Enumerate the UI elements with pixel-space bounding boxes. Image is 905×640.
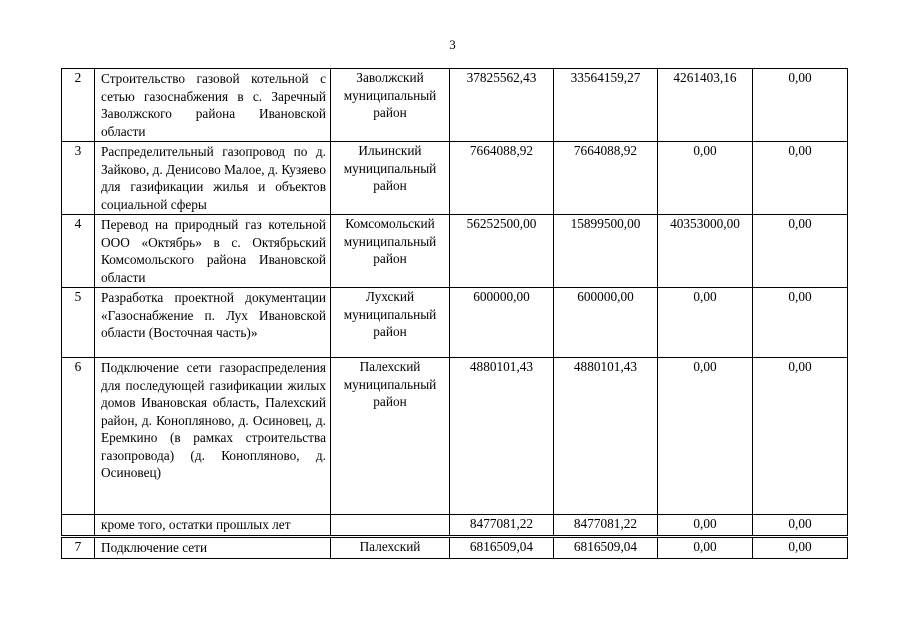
total-amount: 600000,00: [450, 288, 554, 358]
amount-col-4: 0,00: [753, 358, 848, 515]
amount-col-2: 15899500,00: [554, 215, 658, 288]
district-name: Лухский муниципальный район: [331, 288, 450, 358]
amount-col-4: 0,00: [753, 288, 848, 358]
amount-col-4: 0,00: [753, 142, 848, 215]
amount-col-4: 0,00: [753, 69, 848, 142]
table-row-leftovers: [62, 515, 848, 537]
district-name: [331, 515, 450, 537]
amount-col-2: 33564159,27: [554, 69, 658, 142]
amount-col-2: 600000,00: [554, 288, 658, 358]
table-row: [62, 215, 848, 288]
total-amount: 6816509,04: [450, 536, 554, 558]
amount-col-4: 0,00: [753, 515, 848, 537]
district-name: Заволжский муниципальный район: [331, 69, 450, 142]
project-name: кроме того, остатки прошлых лет: [95, 515, 331, 537]
project-name: Подключение сети: [95, 536, 331, 558]
amount-col-3: 0,00: [658, 515, 753, 537]
project-name: Подключение сети газораспределения для последующей газификации жилых домов Ивановская область, Палехский район, д. Конопляново, д. Осиновец, д. Еремкино (в рамках строительства газопровода) (д. Конопляново, д. Осиновец): [95, 358, 331, 515]
row-number: [62, 515, 95, 537]
project-name: Перевод на природный газ котельной ООО «Октябрь» в с. Октябрьский Комсомольского района Ивановской области: [95, 215, 331, 288]
row-number: 5: [62, 288, 95, 358]
total-amount: 7664088,92: [450, 142, 554, 215]
row-number: 2: [62, 69, 95, 142]
amount-col-4: 0,00: [753, 215, 848, 288]
amount-col-2: 7664088,92: [554, 142, 658, 215]
project-name: Строительство газовой котельной с сетью газоснабжения в с. Заречный Заволжского района Ивановской области: [95, 69, 331, 142]
district-name: Палехский: [331, 536, 450, 558]
total-amount: 56252500,00: [450, 215, 554, 288]
amount-col-3: 0,00: [658, 536, 753, 558]
row-number: 3: [62, 142, 95, 215]
amount-col-4: 0,00: [753, 536, 848, 558]
amount-col-2: 8477081,22: [554, 515, 658, 537]
funding-table: [61, 68, 848, 559]
table-row: [62, 69, 848, 142]
amount-col-3: 0,00: [658, 358, 753, 515]
row-number: 6: [62, 358, 95, 515]
row-number: 4: [62, 215, 95, 288]
district-name: Палехский муниципальный район: [331, 358, 450, 515]
row-number: 7: [62, 536, 95, 558]
amount-col-3: 0,00: [658, 142, 753, 215]
total-amount: 37825562,43: [450, 69, 554, 142]
amount-col-2: 6816509,04: [554, 536, 658, 558]
project-name: Разработка проектной документации «Газоснабжение п. Лух Ивановской области (Восточная часть)»: [95, 288, 331, 358]
table-row: [62, 142, 848, 215]
district-name: Комсомольский муниципальный район: [331, 215, 450, 288]
amount-col-3: 4261403,16: [658, 69, 753, 142]
total-amount: 4880101,43: [450, 358, 554, 515]
table-row: [62, 536, 848, 558]
project-name: Распределительный газопровод по д. Зайково, д. Денисово Малое, д. Кузяево для газификации жилья и объектов социальной сферы: [95, 142, 331, 215]
amount-col-2: 4880101,43: [554, 358, 658, 515]
amount-col-3: 0,00: [658, 288, 753, 358]
table-row: [62, 288, 848, 358]
district-name: Ильинский муниципальный район: [331, 142, 450, 215]
total-amount: 8477081,22: [450, 515, 554, 537]
page-number: 3: [449, 37, 456, 52]
table-row: [62, 358, 848, 515]
amount-col-3: 40353000,00: [658, 215, 753, 288]
